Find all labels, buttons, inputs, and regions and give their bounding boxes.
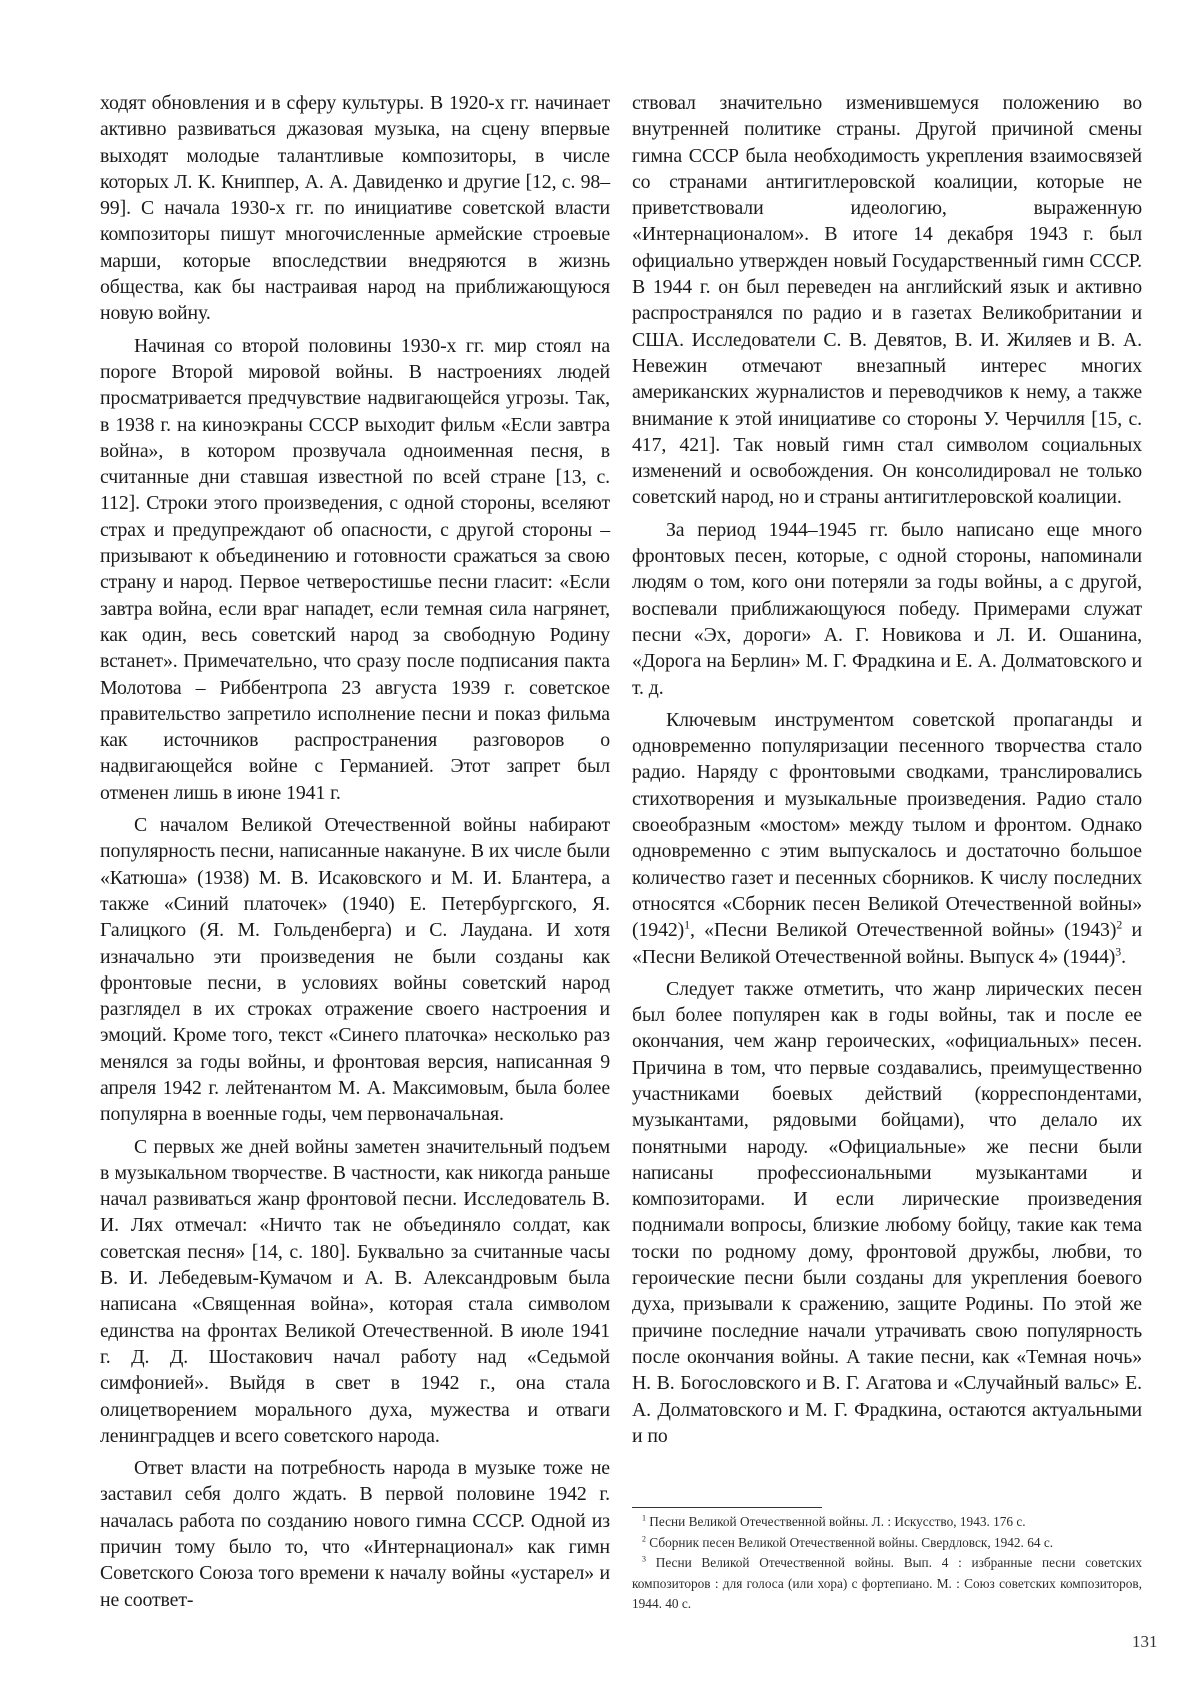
footnote-text: Песни Великой Отечественной войны. Л. : Искусство, 1943. 176 с. (645, 1514, 1026, 1529)
paragraph: Следует также отметить, что жанр лирических песен был более популярен как в годы войны, так и после ее окончания, чем жанр героических, «официальных» песен. Причина в том, что первые создавались, преимущественно участниками боевых действий (корреспондентами, музыкантами, рядовыми бойцами), что делало их понятными народу. «Официальные» же песни были написаны профессиональными музыкантами и композиторами. И если лирические произведения поднимали вопросы, близкие любому бойцу, такие как тема тоски по родному дому, фронтовой дружбы, любви, то героические песни были созданы для укрепления боевого духа, призывали к сражению, защите Родины. По этой же причине последние начали утрачивать свою популярность после окончания войны. А такие песни, как «Темная ночь» Н. В. Богословского и В. Г. Агатова и «Случайный вальс» Е. А. Долматовского и М. Г. Фрадкина, остаются актуальными и по (632, 977, 1142, 1447)
footnote-text: Сборник песен Великой Отечественной войны. Свердловск, 1942. 64 с. (645, 1534, 1054, 1550)
paragraph: За период 1944–1945 гг. было написано еще много фронтовых песен, которые, с одной стороны, напоминали людям о том, кого они потеряли за годы войны, а с другой, воспевали приближающуюся победу. Примерами служат песни «Эх, дороги» А. Г. Новикова и Л. И. Ошанина, «Дорога на Берлин» М. Г. Фрадкина и Е. А. Долматовского и т. д. (632, 518, 1142, 699)
footnote-2 (632, 1533, 1142, 1554)
paragraph: Ответ власти на потребность народа в музыке тоже не заставил себя долго ждать. В первой половине 1942 г. началась работа по созданию нового гимна СССР. Одной из причин тому было то, что «Интернационал» как гимн Советского Союза того времени к началу войны «устарел» и не соответ- (100, 1457, 610, 1611)
footnotes (632, 1512, 1142, 1615)
paragraph-text: . (1121, 945, 1126, 968)
footnote-mark: 2 (642, 1534, 646, 1544)
footnote-1 (632, 1512, 1142, 1533)
footnote-ref-2[interactable]: 2 (1116, 917, 1123, 932)
footnote-ref-3[interactable]: 3 (1115, 943, 1122, 958)
footnote-separator (632, 1507, 822, 1508)
footnote-ref-1[interactable]: 1 (684, 917, 690, 932)
paragraph-with-footnote-refs (632, 707, 1142, 970)
paragraph: Начиная со второй половины 1930-х гг. мир стоял на пороге Второй мировой войны. В настроениях людей просматривается предчувствие надвигающейся угрозы. Так, в 1938 г. на киноэкраны СССР выходит фильм «Если завтра война», в котором прозвучала одноименная песня, в считанные дни ставшая известной по всей стране [13, с. 112]. Строки этого произведения, с одной стороны, вселяют страх и предупреждают об опасности, с другой стороны – призывают к объединению и готовности сражаться за свою страну и народ. Первое четверостишье песни гласит: «Если завтра война, если враг нападет, если темная сила нагрянет, как один, весь советский народ за свободную Родину встанет». Примечательно, что сразу после подписания пакта Молотова – Риббентропа 23 августа 1939 г. советское правительство запретило исполнение песни и показ фильма как источников распространения разговоров о надвигающейся войне с Германией. Этот запрет был отменен лишь в июне 1941 г. (100, 334, 610, 804)
paragraph: ствовал значительно изменившемуся положению во внутренней политике страны. Другой причиной смены гимна СССР была необходимость укрепления взаимосвязей со странами антигитлеровской коалиции, которые не приветствовали идеологию, выраженную «Интернационалом». В итоге 14 декабря 1943 г. был официально утвержден новый Государственный гимн СССР. В 1944 г. он был переведен на английский язык и активно распространялся по радио и в газетах Великобритании и США. Исследователи С. В. Девятов, В. И. Жиляев и В. А. Невежин отмечают внезапный интерес многих американских журналистов и переводчиков к нему, а также внимание к этой инициативе со стороны У. Черчилля [15, с. 417, 421]. Так новый гимн стал символом социальных изменений и освобождения. Он консолидировал не только советский народ, но и страны антигитлеровской коалиции. (632, 92, 1142, 509)
footnote-3 (632, 1553, 1142, 1615)
footnote-mark: 3 (642, 1554, 646, 1564)
paragraph: С началом Великой Отечественной войны набирают популярность песни, написанные накануне. В их числе были «Катюша» (1938) М. В. Исаковского и М. И. Блантера, а также «Синий платочек» (1940) Е. Петербургского, Я. Галицкого (Я. М. Гольденберга) и С. Лаудана. И хотя изначально эти произведения не были созданы как фронтовые песни, в условиях войны советский народ разглядел в их строках отражение своего настроения и эмоций. Кроме того, текст «Синего платочка» несколько раз менялся за годы войны, и фронтовая версия, написанная 9 апреля 1942 г. лейтенантом М. А. Максимовым, была более популярна в военные годы, чем первоначальная. (100, 814, 610, 1126)
paragraph: ходят обновления и в сферу культуры. В 1920-х гг. начинает активно развиваться джазовая музыка, на сцену впервые выходят молодые талантливые композиторы, в числе которых Л. К. Книппер, А. А. Давиденко и другие [12, с. 98–99]. С начала 1930-х гг. по инициативе советской власти композиторы пишут многочисленные армейские строевые марши, которые впоследствии внедряются в жизнь общества, как бы настраивая народ на приближающуюся новую войну. (100, 92, 610, 325)
paragraph-text: и «Песни Великой Отечественной войны. Выпуск 4» (1944) (632, 919, 1142, 968)
footnote-text: Песни Великой Отечественной войны. Вып. 4 : избранные песни советских композиторов : для голоса (или хора) с фортепиано. М. : Союз советских композиторов, 1944. 40 с. (632, 1555, 1142, 1611)
page-number: 131 (1132, 1632, 1158, 1651)
paragraph: С первых же дней войны заметен значительный подъем в музыкальном творчестве. В частности, как никогда раньше начал развиваться жанр фронтовой песни. Исследователь В. И. Лях отмечал: «Ничто так не объединяло солдат, как советская песня» [14, с. 180]. Буквально за считанные часы В. И. Лебедевым-Кумачом и А. В. Александровым была написана «Священная война», которая стала символом единства на фронтах Великой Отечественной. В июле 1941 г. Д. Д. Шостакович начал работу над «Седьмой симфонией». Выйдя в свет в 1942 г., она стала олицетворением морального духа, мужества и отваги ленинградцев и всего советского народа. (100, 1135, 610, 1447)
footnote-mark: 1 (642, 1513, 646, 1523)
left-column (100, 90, 610, 1613)
paragraph-text: Ключевым инструментом советской пропаганды и одновременно популяризации песенного творчества стало радио. Наряду с фронтовыми сводками, транслировались стихотворения и музыкальные произведения. Радио стало своеобразным «мостом» между тылом и фронтом. Однако одновременно с этим выпускалось и достаточно большое количество газет и песенных сборников. К числу последних относятся «Сборник песен Великой Отечественной войны» (1942) (632, 708, 1142, 942)
right-column (632, 90, 1142, 1449)
paragraph-text: , «Песни Великой Отечественной войны» (1943) (689, 919, 1117, 942)
